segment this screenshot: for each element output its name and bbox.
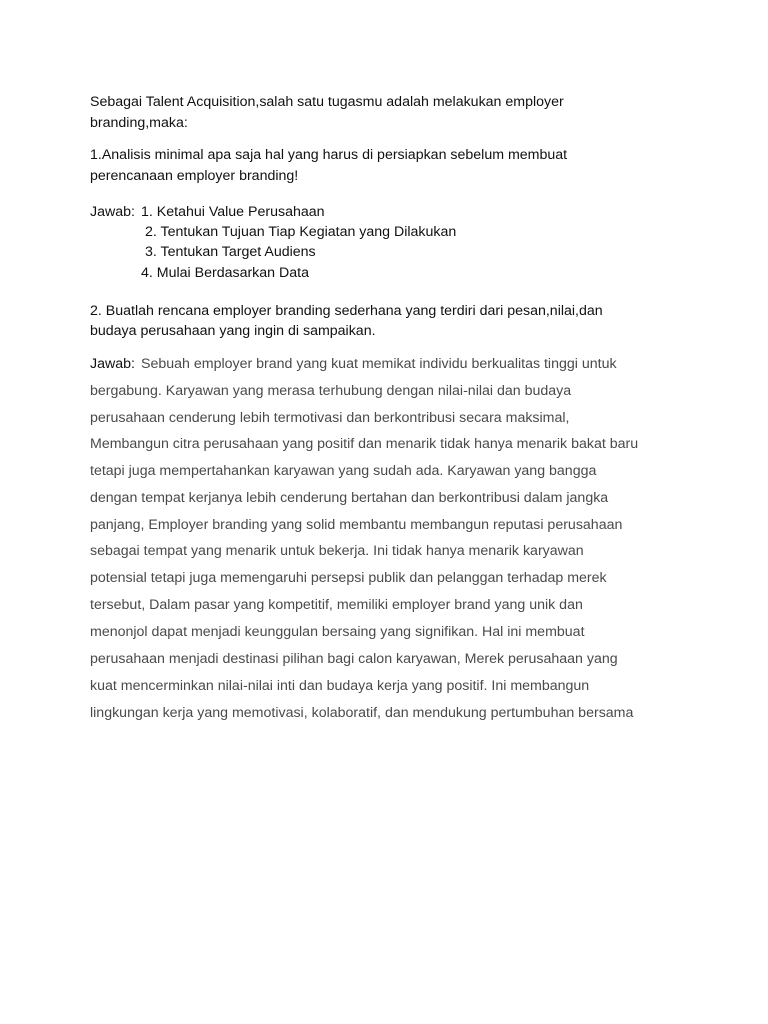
answer-2-line-5: tetapi juga mempertahankan karyawan yang sudah ada. Karyawan yang bangga [90,463,597,479]
answer-2-line-12: perusahaan menjadi destinasi pilihan bagi calon karyawan, Merek perusahaan yang [90,651,618,667]
answer-2-line-7: panjang, Employer branding yang solid membantu membangun reputasi perusahaan [90,517,623,533]
question-1-line-1: 1.Analisis minimal apa saja hal yang harus di persiapkan sebelum membuat [90,147,568,163]
answer-2-line-11: menonjol dapat menjadi keunggulan bersaing yang signifikan. Hal ini membuat [90,624,585,640]
answer-2-label: Jawab: [90,356,135,372]
answer-2-line-6: dengan tempat kerjanya lebih cenderung bertahan dan berkontribusi dalam jangka [90,490,609,506]
answer-2-line-3: perusahaan cenderung lebih termotivasi dan berkontribusi secara maksimal, [90,410,570,426]
answer-2-line-10: tersebut, Dalam pasar yang kompetitif, memiliki employer brand yang unik dan [90,597,583,613]
intro-line-1: Sebagai Talent Acquisition,salah satu tugasmu adalah melakukan employer [90,94,564,110]
answer-2-line-13: kuat mencerminkan nilai-nilai inti dan budaya kerja yang positif. Ini membangun [90,678,590,694]
intro-line-2: branding,maka: [90,115,188,131]
answer-1-item-1: 1. Ketahui Value Perusahaan [141,204,325,220]
answer-2-line-4: Membangun citra perusahaan yang positif dan menarik tidak hanya menarik bakat baru [90,436,639,452]
answer-1-label: Jawab: [90,204,135,220]
answer-2-line-2: bergabung. Karyawan yang merasa terhubung dengan nilai-nilai dan budaya [90,383,572,399]
answer-2-line-14: lingkungan kerja yang memotivasi, kolaboratif, dan mendukung pertumbuhan bersama [90,705,634,721]
answer-2-line-8: sebagai tempat yang menarik untuk bekerja. Ini tidak hanya menarik karyawan [90,543,584,559]
question-2-line-2: budaya perusahaan yang ingin di sampaikan. [90,323,376,339]
answer-1-item-2: 2. Tentukan Tujuan Tiap Kegiatan yang Dilakukan [145,224,457,240]
question-1-line-2: perencanaan employer branding! [90,168,299,184]
answer-1-item-4: 4. Mulai Berdasarkan Data [141,265,309,281]
question-2-line-1: 2. Buatlah rencana employer branding sederhana yang terdiri dari pesan,nilai,dan [90,303,603,319]
answer-1-item-3: 3. Tentukan Target Audiens [145,244,316,260]
answer-2-line-9: potensial tetapi juga memengaruhi persepsi publik dan pelanggan terhadap merek [90,570,607,586]
answer-2-line-1: Sebuah employer brand yang kuat memikat individu berkualitas tinggi untuk [141,356,617,372]
